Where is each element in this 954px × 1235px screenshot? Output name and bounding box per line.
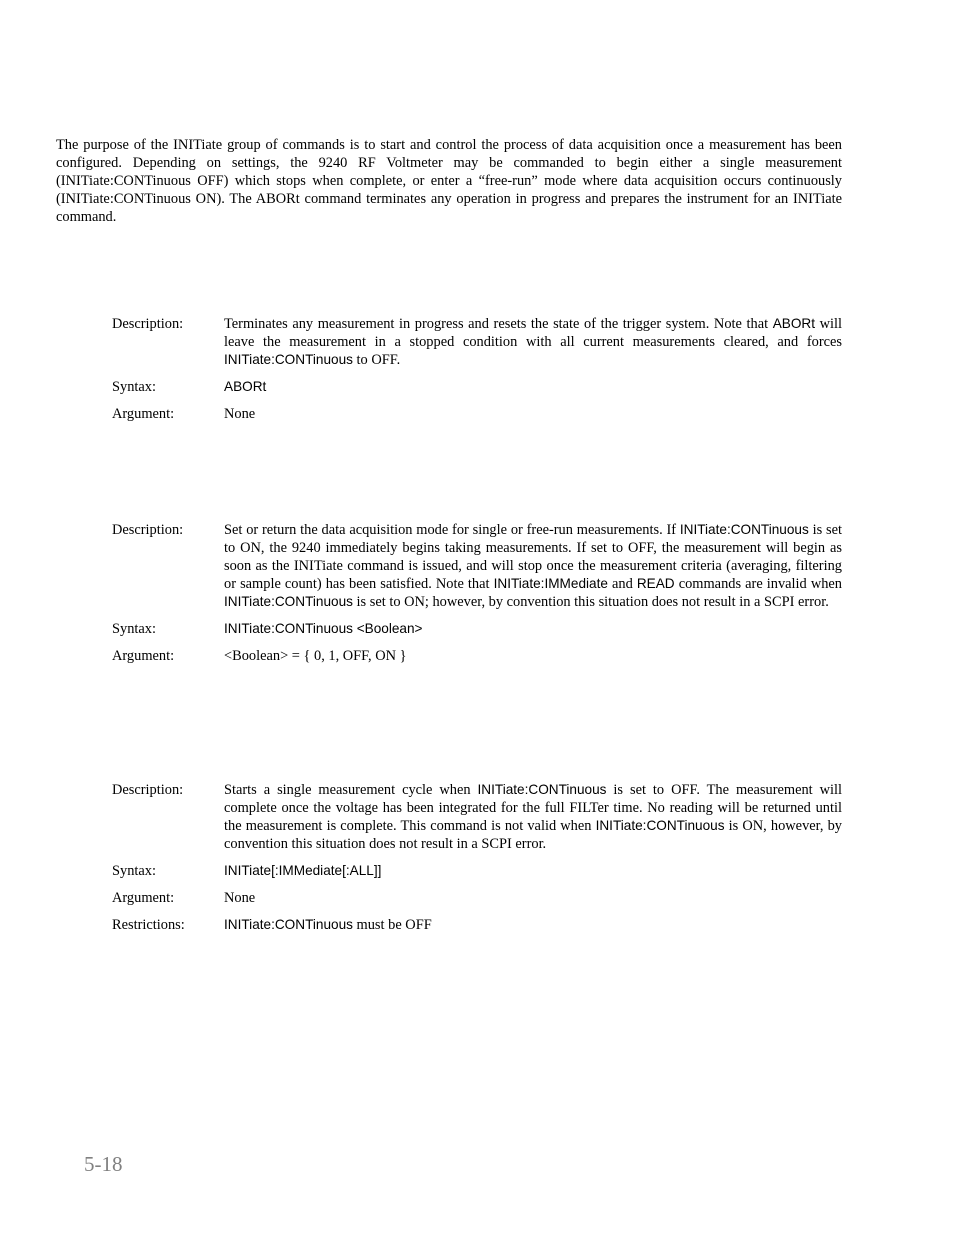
description-label: Description:	[112, 316, 184, 332]
abort-description	[224, 315, 842, 369]
desc-text: Terminates any measurement in progress and resets the state of the trigger system. Note that	[224, 316, 773, 332]
abort-description-row	[112, 315, 842, 369]
continuous-description-row	[112, 521, 842, 611]
continuous-description	[224, 521, 842, 611]
command-name: ABORt	[772, 316, 815, 331]
initiate-immediate-command-entry	[112, 781, 842, 934]
command-name: INITiate:CONTinuous	[224, 352, 353, 367]
immediate-description-row	[112, 781, 842, 853]
abort-syntax-row	[112, 378, 842, 396]
command-name: INITiate:CONTinuous	[224, 917, 353, 932]
desc-text: Starts a single measurement cycle when	[224, 782, 478, 798]
desc-text: commands are invalid when	[674, 576, 842, 592]
immediate-syntax-row	[112, 862, 842, 880]
command-name: INITiate:CONTinuous	[595, 818, 725, 833]
description-label: Description:	[112, 782, 184, 798]
immediate-syntax: INITiate[:IMMediate[:ALL]]	[224, 863, 382, 878]
command-name: INITiate:CONTinuous	[679, 522, 809, 537]
continuous-syntax: INITiate:CONTinuous <Boolean>	[224, 621, 423, 636]
desc-text: to OFF.	[352, 352, 401, 368]
restriction-text: must be OFF	[352, 917, 432, 933]
immediate-restrictions-row	[112, 916, 842, 934]
command-name: READ	[636, 576, 675, 591]
continuous-argument-row	[112, 647, 842, 665]
command-name: INITiate:CONTinuous	[224, 594, 353, 609]
argument-label: Argument:	[112, 406, 175, 422]
desc-text: will leave the measurement in a stopped condition with all current measurements cleared, and forces	[224, 316, 842, 350]
argument-label: Argument:	[112, 890, 175, 906]
desc-text: is ON, however, by convention this situation does not result in a SCPI error.	[224, 818, 842, 852]
abort-syntax: ABORt	[224, 379, 267, 394]
abort-argument: None	[224, 406, 256, 422]
desc-text: is set to ON, the 9240 immediately begins taking measurements. If set to OFF, the measurement will begin as soon as the INITiate command is issued, and will stop once the measurement criteria (averaging, filtering or sample count) has been satisfied. Note that	[224, 522, 842, 592]
continuous-argument: <Boolean> = { 0, 1, OFF, ON }	[224, 648, 407, 664]
continuous-syntax-row	[112, 620, 842, 638]
desc-text: Set or return the data acquisition mode for single or free-run measurements. If	[224, 522, 680, 538]
page-number: 5-18	[84, 1152, 123, 1176]
abort-command-entry	[112, 315, 842, 423]
desc-text: is set to ON; however, by convention this situation does not result in a SCPI error.	[352, 594, 829, 610]
description-label: Description:	[112, 522, 184, 538]
command-name: INITiate:CONTinuous	[477, 782, 607, 797]
immediate-restrictions	[224, 916, 842, 934]
argument-label: Argument:	[112, 648, 175, 664]
initiate-continuous-command-entry	[112, 521, 842, 665]
immediate-argument-row	[112, 889, 842, 907]
syntax-label: Syntax:	[112, 863, 156, 879]
desc-text: is set to OFF. The measurement will complete once the voltage has been integrated for the full FILTer time. No reading will be returned until the measurement is complete. This command is not valid when	[224, 782, 842, 834]
immediate-argument: None	[224, 890, 256, 906]
immediate-description	[224, 781, 842, 853]
command-name: INITiate:IMMediate	[493, 576, 608, 591]
syntax-label: Syntax:	[112, 379, 156, 395]
syntax-label: Syntax:	[112, 621, 156, 637]
abort-argument-row	[112, 405, 842, 423]
restrictions-label: Restrictions:	[112, 917, 185, 933]
intro-paragraph: The purpose of the INITiate group of commands is to start and control the process of data acquisition once a measurement has been configured. Depending on settings, the 9240 RF Voltmeter may be commanded to begin either a single measurement (INITiate:CONTinuous OFF) which stops when complete, or enter a “free-run” mode where data acquisition occurs continuously (INITiate:CONTinuous ON). The ABORt command terminates any operation in progress and prepares the instrument for an INITiate command.	[56, 137, 842, 225]
desc-text: and	[607, 576, 637, 592]
